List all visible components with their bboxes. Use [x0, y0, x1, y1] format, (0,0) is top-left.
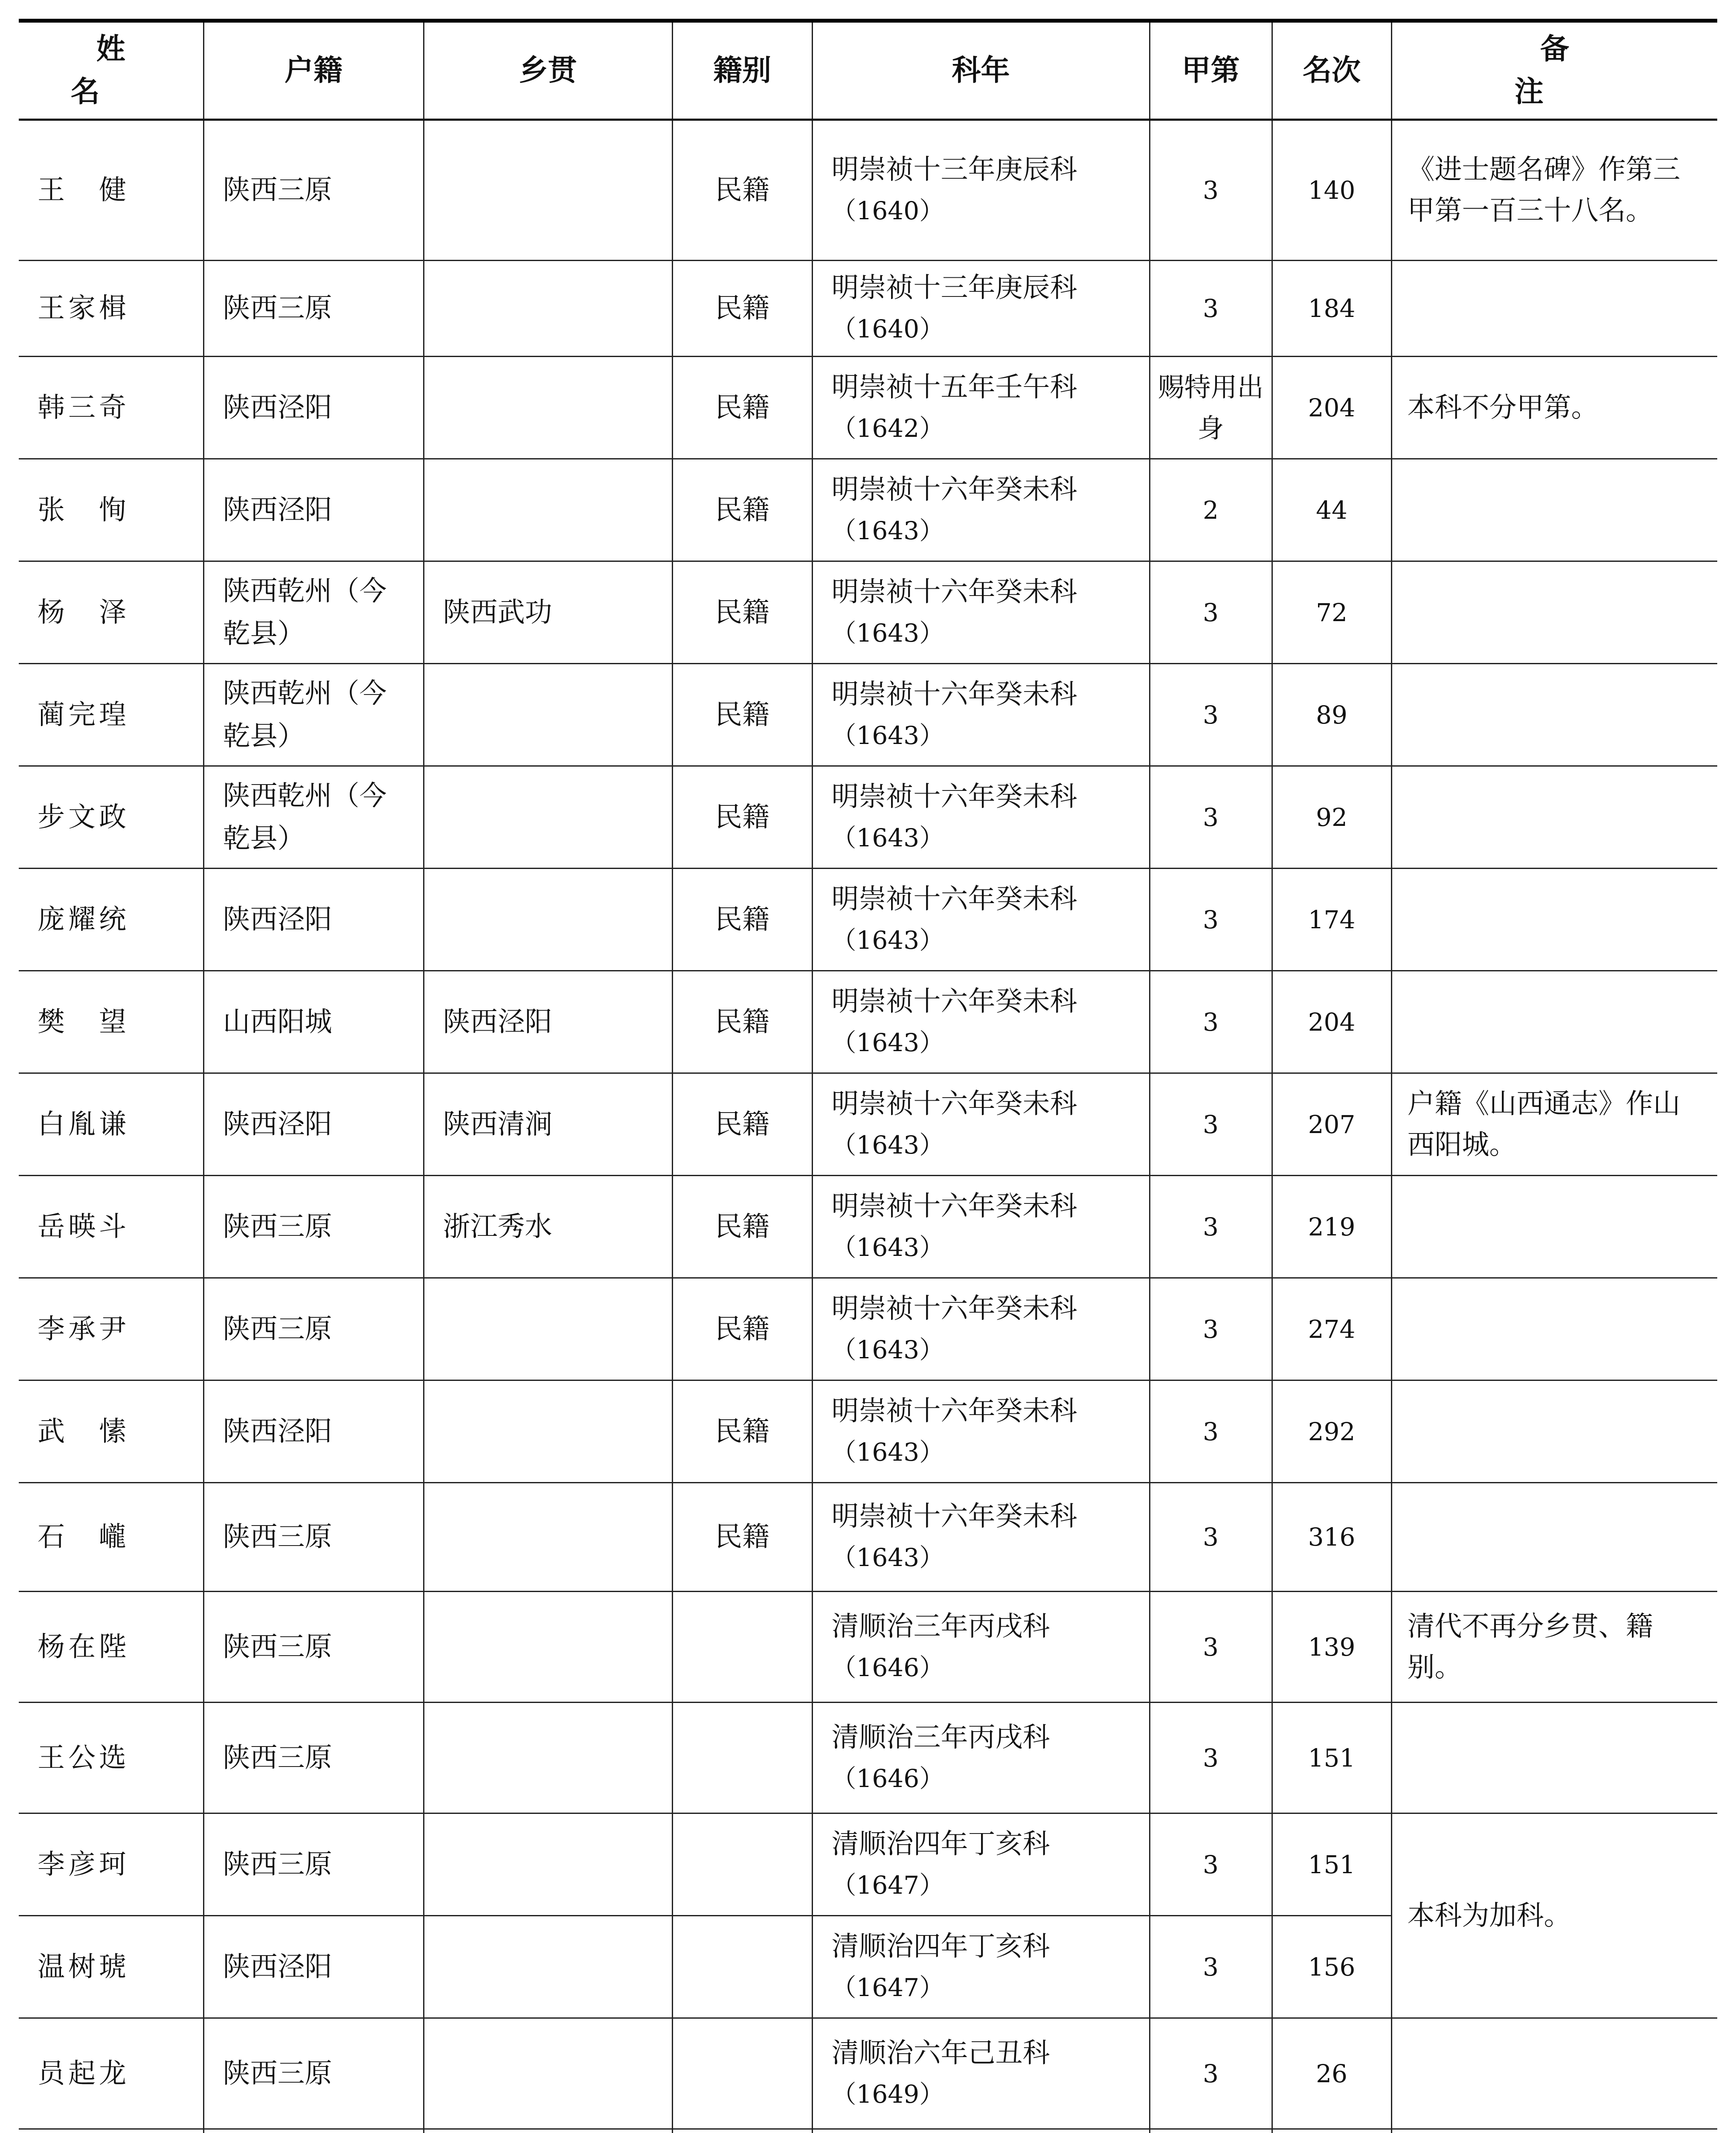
- cell-xiangguan: [424, 2018, 672, 2129]
- cell-name: 步文政: [19, 766, 203, 869]
- cell-name: 王公选: [19, 1703, 203, 1813]
- header-jiadi: 甲第: [1150, 23, 1272, 120]
- cell-jiadi: 3: [1150, 1073, 1272, 1176]
- cell-mingci: 89: [1272, 664, 1391, 766]
- cell-jibie: [672, 1813, 812, 1916]
- kenian-text: 清顺治三年丙戌科: [831, 1610, 1050, 1642]
- cell-beizhu: [1391, 766, 1717, 869]
- kenian-text: 明崇祯十六年癸未科: [831, 883, 1077, 915]
- cell-beizhu: [1391, 2018, 1717, 2129]
- cell-xiangguan: [424, 1483, 672, 1592]
- cell-kenian: [812, 459, 1150, 561]
- cell-huji: 陕西三原: [203, 1483, 424, 1592]
- cell-mingci: 174: [1272, 869, 1391, 971]
- cell-kenian: [812, 357, 1150, 459]
- cell-kenian: [812, 1483, 1150, 1592]
- cell-jibie: 民籍: [672, 561, 812, 664]
- kenian-text: 明崇祯十五年壬午科: [831, 371, 1077, 403]
- cell-xiangguan: 浙江秀水: [424, 1176, 672, 1278]
- cell-name: 王 健: [19, 120, 203, 261]
- cell-name: 蔺完瑝: [19, 664, 203, 766]
- cell-jiadi: [1150, 2129, 1272, 2133]
- cell-huji: 陕西乾州（今乾县）: [203, 766, 424, 869]
- cell-xiangguan: [424, 120, 672, 261]
- cell-name: 庞耀统: [19, 869, 203, 971]
- cell-kenian: [812, 261, 1150, 357]
- kenian-year: （1643）: [831, 1543, 944, 1572]
- kenian-year: （1643）: [831, 721, 944, 750]
- header-xiangguan: 乡贯: [424, 23, 672, 120]
- cell-beizhu: [1391, 561, 1717, 664]
- cell-xiangguan: [424, 1813, 672, 1916]
- cell-jibie: 民籍: [672, 357, 812, 459]
- table-row: [19, 1592, 1717, 1703]
- cell-jibie: 民籍: [672, 1176, 812, 1278]
- cell-mingci: 219: [1272, 1176, 1391, 1278]
- cell-xiangguan: [424, 1380, 672, 1483]
- cell-kenian: [812, 2018, 1150, 2129]
- kenian-text: 清顺治四年丁亥科: [831, 1828, 1050, 1860]
- table-row: [19, 120, 1717, 261]
- cell-beizhu: [1391, 261, 1717, 357]
- cell-huji: 陕西泾阳: [203, 357, 424, 459]
- cell-name: 杨在陛: [19, 1592, 203, 1703]
- cell-jiadi: 3: [1150, 1916, 1272, 2018]
- kenian-year: （1643）: [831, 925, 944, 955]
- table-row: [19, 971, 1717, 1073]
- cell-jibie: [672, 1703, 812, 1813]
- cell-beizhu: [1391, 459, 1717, 561]
- cell-name: 员起龙: [19, 2018, 203, 2129]
- table-row: [19, 357, 1717, 459]
- cell-huji: 陕西三原: [203, 120, 424, 261]
- kenian-year: （1646）: [831, 1764, 944, 1793]
- cell-name: 李承尹: [19, 1278, 203, 1380]
- cell-xiangguan: [424, 766, 672, 869]
- cell-mingci: 292: [1272, 1380, 1391, 1483]
- cell-beizhu: [1391, 2129, 1717, 2133]
- cell-huji: 陕西泾阳: [203, 1916, 424, 2018]
- table-row: [19, 1703, 1717, 1813]
- cell-name: 张 恂: [19, 459, 203, 561]
- cell-jibie: 民籍: [672, 766, 812, 869]
- cell-kenian: [812, 1813, 1150, 1916]
- cell-jibie: 民籍: [672, 1380, 812, 1483]
- cell-xiangguan: [424, 869, 672, 971]
- header-beizhu: 备 注: [1391, 23, 1717, 120]
- kenian-text: 明崇祯十六年癸未科: [831, 576, 1077, 608]
- cell-jiadi: 3: [1150, 971, 1272, 1073]
- kenian-year: （1643）: [831, 1335, 944, 1364]
- cell-jiadi: 3: [1150, 664, 1272, 766]
- cell-name: 韩三奇: [19, 357, 203, 459]
- cell-jiadi: 赐特用出身: [1150, 357, 1272, 459]
- cell-mingci: 140: [1272, 120, 1391, 261]
- kenian-text: 明崇祯十六年癸未科: [831, 1088, 1077, 1120]
- cell-jiadi: 3: [1150, 766, 1272, 869]
- cell-jiadi: 3: [1150, 1703, 1272, 1813]
- kenian-text: 明崇祯十六年癸未科: [831, 474, 1077, 506]
- kenian-text: 清顺治三年丙戌科: [831, 1721, 1050, 1753]
- cell-jibie: 民籍: [672, 1278, 812, 1380]
- cell-name: 石 巄: [19, 1483, 203, 1592]
- cell-beizhu: 《进士题名碑》作第三甲第一百三十八名。: [1391, 120, 1717, 261]
- cell-jiadi: 2: [1150, 459, 1272, 561]
- cell-name: [19, 2129, 203, 2133]
- kenian-year: （1647）: [831, 1870, 944, 1900]
- kenian-year: （1643）: [831, 618, 944, 648]
- cell-beizhu: [1391, 1278, 1717, 1380]
- cell-name: 武 愫: [19, 1380, 203, 1483]
- cell-jiadi: 3: [1150, 1176, 1272, 1278]
- cell-huji: 陕西三原: [203, 1278, 424, 1380]
- cell-beizhu: [1391, 1380, 1717, 1483]
- cell-name: 王家楫: [19, 261, 203, 357]
- cell-huji: 陕西三原: [203, 1176, 424, 1278]
- cell-mingci: 207: [1272, 1073, 1391, 1176]
- cell-jibie: 民籍: [672, 261, 812, 357]
- cell-name: 樊 望: [19, 971, 203, 1073]
- cell-xiangguan: 陕西泾阳: [424, 971, 672, 1073]
- cell-xiangguan: [424, 664, 672, 766]
- kenian-text: 明崇祯十六年癸未科: [831, 985, 1077, 1017]
- cell-jibie: 民籍: [672, 459, 812, 561]
- cell-name: 李彦珂: [19, 1813, 203, 1916]
- cell-jibie: 民籍: [672, 869, 812, 971]
- cell-huji: [203, 2129, 424, 2133]
- cell-huji: 陕西三原: [203, 1813, 424, 1916]
- cell-jibie: 民籍: [672, 1483, 812, 1592]
- table-row: [19, 1176, 1717, 1278]
- header-row: [19, 23, 1717, 120]
- cell-xiangguan: [424, 357, 672, 459]
- jinshi-table-page: [19, 19, 1717, 2133]
- cell-xiangguan: [424, 1916, 672, 2018]
- cell-name: 温树琥: [19, 1916, 203, 2018]
- table-row: [19, 766, 1717, 869]
- kenian-year: （1643）: [831, 823, 944, 852]
- cell-name: 杨 泽: [19, 561, 203, 664]
- kenian-year: （1643）: [831, 1232, 944, 1262]
- cell-mingci: [1272, 2129, 1391, 2133]
- cell-mingci: 151: [1272, 1703, 1391, 1813]
- cell-mingci: 204: [1272, 971, 1391, 1073]
- table-row: [19, 664, 1717, 766]
- table-row: [19, 1380, 1717, 1483]
- cell-mingci: 44: [1272, 459, 1391, 561]
- table-row: [19, 261, 1717, 357]
- cell-name: 岳暎斗: [19, 1176, 203, 1278]
- cell-jiadi: 3: [1150, 561, 1272, 664]
- cell-beizhu: 本科为加科。: [1391, 1813, 1717, 2018]
- cell-huji: 陕西乾州（今乾县）: [203, 664, 424, 766]
- kenian-year: （1646）: [831, 1653, 944, 1682]
- cell-kenian: [812, 1703, 1150, 1813]
- cell-beizhu: 户籍《山西通志》作山西阳城。: [1391, 1073, 1717, 1176]
- cell-mingci: 274: [1272, 1278, 1391, 1380]
- table-row: [19, 869, 1717, 971]
- cell-mingci: 184: [1272, 261, 1391, 357]
- table-row: [19, 561, 1717, 664]
- kenian-year: （1640）: [831, 314, 944, 343]
- header-mingci: 名次: [1272, 23, 1391, 120]
- cell-jiadi: 3: [1150, 1592, 1272, 1703]
- cell-jiadi: 3: [1150, 2018, 1272, 2129]
- cell-huji: 陕西三原: [203, 1592, 424, 1703]
- kenian-text: 明崇祯十六年癸未科: [831, 1395, 1077, 1427]
- cell-jiadi: 3: [1150, 869, 1272, 971]
- kenian-text: 明崇祯十六年癸未科: [831, 1501, 1077, 1532]
- kenian-year: （1649）: [831, 2079, 944, 2109]
- cell-mingci: 151: [1272, 1813, 1391, 1916]
- cell-jibie: [672, 2129, 812, 2133]
- kenian-text: 明崇祯十三年庚辰科: [831, 272, 1077, 304]
- cell-jibie: [672, 2018, 812, 2129]
- cell-huji: 陕西泾阳: [203, 1380, 424, 1483]
- cell-kenian: [812, 1073, 1150, 1176]
- cell-jibie: 民籍: [672, 120, 812, 261]
- table-row: [19, 2129, 1717, 2133]
- cell-huji: 陕西乾州（今乾县）: [203, 561, 424, 664]
- cell-kenian: [812, 120, 1150, 261]
- cell-beizhu: 清代不再分乡贯、籍别。: [1391, 1592, 1717, 1703]
- cell-jiadi: 3: [1150, 1278, 1272, 1380]
- cell-xiangguan: 陕西清涧: [424, 1073, 672, 1176]
- cell-jiadi: 3: [1150, 261, 1272, 357]
- cell-xiangguan: [424, 1592, 672, 1703]
- cell-beizhu: [1391, 1176, 1717, 1278]
- cell-xiangguan: 陕西武功: [424, 561, 672, 664]
- cell-jibie: 民籍: [672, 664, 812, 766]
- cell-jiadi: 3: [1150, 120, 1272, 261]
- table-row: [19, 1278, 1717, 1380]
- kenian-text: 明崇祯十六年癸未科: [831, 1293, 1077, 1325]
- cell-jiadi: 3: [1150, 1380, 1272, 1483]
- cell-kenian: [812, 869, 1150, 971]
- cell-kenian: [812, 561, 1150, 664]
- cell-kenian: [812, 766, 1150, 869]
- cell-kenian: [812, 1916, 1150, 2018]
- cell-jiadi: 3: [1150, 1813, 1272, 1916]
- cell-xiangguan: [424, 1278, 672, 1380]
- kenian-text: 明崇祯十六年癸未科: [831, 1190, 1077, 1222]
- cell-huji: 陕西三原: [203, 261, 424, 357]
- cell-beizhu: [1391, 1483, 1717, 1592]
- cell-jibie: [672, 1592, 812, 1703]
- kenian-year: （1643）: [831, 516, 944, 545]
- cell-xiangguan: [424, 2129, 672, 2133]
- kenian-year: （1640）: [831, 196, 944, 225]
- kenian-year: （1643）: [831, 1028, 944, 1057]
- cell-kenian: [812, 664, 1150, 766]
- cell-xiangguan: [424, 1703, 672, 1813]
- cell-kenian: [812, 971, 1150, 1073]
- kenian-text: 清顺治四年丁亥科: [831, 1930, 1050, 1962]
- table-row: [19, 1073, 1717, 1176]
- cell-jibie: [672, 1916, 812, 2018]
- table-row: [19, 1813, 1717, 1916]
- cell-mingci: 156: [1272, 1916, 1391, 2018]
- header-kenian: 科年: [812, 23, 1150, 120]
- cell-beizhu: 本科不分甲第。: [1391, 357, 1717, 459]
- cell-huji: 陕西泾阳: [203, 1073, 424, 1176]
- kenian-year: （1643）: [831, 1437, 944, 1467]
- header-jibie: 籍别: [672, 23, 812, 120]
- cell-mingci: 204: [1272, 357, 1391, 459]
- cell-beizhu: [1391, 869, 1717, 971]
- cell-kenian: [812, 2129, 1150, 2133]
- cell-kenian: [812, 1380, 1150, 1483]
- kenian-year: （1642）: [831, 413, 944, 443]
- cell-jiadi: 3: [1150, 1483, 1272, 1592]
- cell-beizhu: [1391, 1703, 1717, 1813]
- cell-kenian: [812, 1176, 1150, 1278]
- table-row: [19, 1483, 1717, 1592]
- cell-mingci: 72: [1272, 561, 1391, 664]
- cell-huji: 陕西泾阳: [203, 869, 424, 971]
- header-huji: 户籍: [203, 23, 424, 120]
- cell-mingci: 26: [1272, 2018, 1391, 2129]
- table-row: [19, 2018, 1717, 2129]
- cell-xiangguan: [424, 261, 672, 357]
- cell-kenian: [812, 1278, 1150, 1380]
- cell-beizhu: [1391, 971, 1717, 1073]
- cell-mingci: 139: [1272, 1592, 1391, 1703]
- cell-jibie: 民籍: [672, 1073, 812, 1176]
- cell-beizhu: [1391, 664, 1717, 766]
- kenian-year: （1647）: [831, 1973, 944, 2002]
- kenian-text: 清顺治六年己丑科: [831, 2037, 1050, 2069]
- cell-huji: 山西阳城: [203, 971, 424, 1073]
- cell-mingci: 316: [1272, 1483, 1391, 1592]
- cell-huji: 陕西三原: [203, 2018, 424, 2129]
- header-name: 姓 名: [19, 23, 203, 120]
- cell-huji: 陕西泾阳: [203, 459, 424, 561]
- kenian-text: 明崇祯十六年癸未科: [831, 781, 1077, 813]
- cell-xiangguan: [424, 459, 672, 561]
- table-row: [19, 459, 1717, 561]
- cell-huji: 陕西三原: [203, 1703, 424, 1813]
- kenian-text: 明崇祯十三年庚辰科: [831, 154, 1077, 186]
- kenian-year: （1643）: [831, 1130, 944, 1159]
- jinshi-table: [19, 23, 1717, 2133]
- cell-name: 白胤谦: [19, 1073, 203, 1176]
- cell-mingci: 92: [1272, 766, 1391, 869]
- kenian-text: 明崇祯十六年癸未科: [831, 678, 1077, 710]
- cell-kenian: [812, 1592, 1150, 1703]
- cell-jibie: 民籍: [672, 971, 812, 1073]
